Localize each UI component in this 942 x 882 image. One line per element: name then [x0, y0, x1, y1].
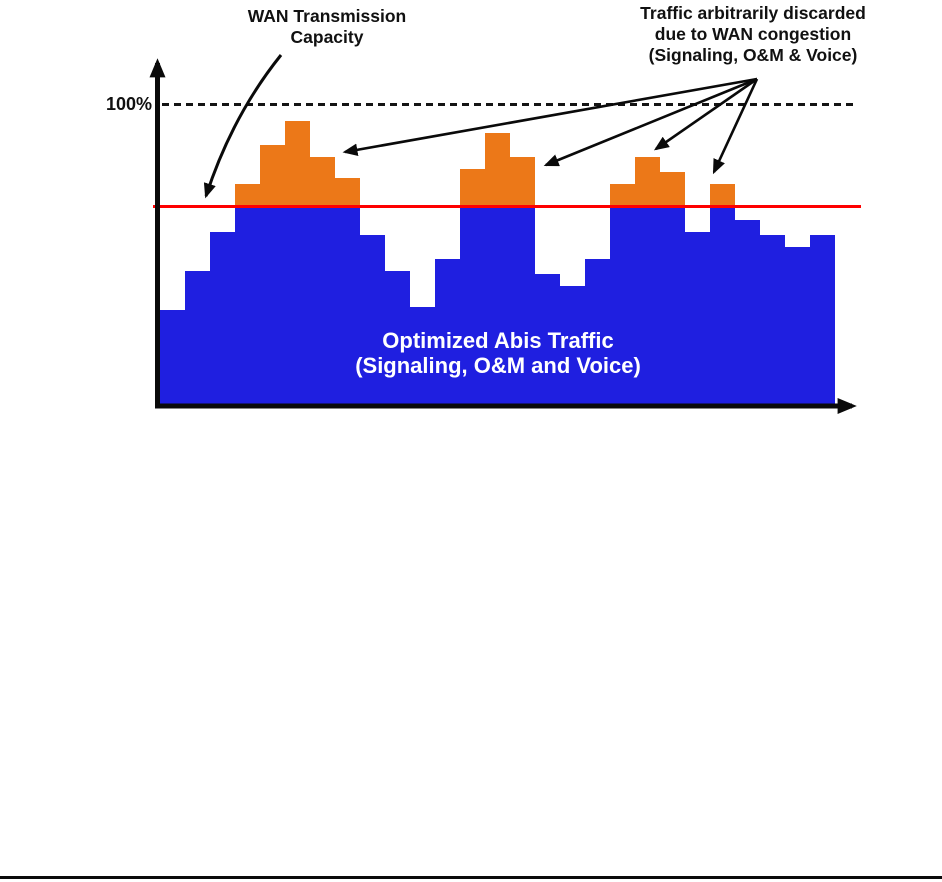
traffic-bar — [810, 106, 835, 406]
abis-traffic-segment — [685, 232, 710, 406]
discarded-traffic-segment — [235, 184, 260, 208]
discarded-traffic-callout-line2: due to WAN congestion — [654, 24, 852, 44]
y-axis-100-percent-tick: 100% — [105, 94, 152, 114]
abis-traffic-segment — [260, 208, 285, 406]
discarded-traffic-segment — [335, 178, 360, 208]
traffic-bar — [160, 106, 185, 406]
discarded-traffic-segment — [510, 157, 535, 208]
abis-traffic-area-label-line1: Optimized Abis Traffic — [382, 328, 614, 353]
abis-traffic-segment — [185, 271, 210, 406]
wan-capacity-callout — [222, 6, 432, 48]
discarded-traffic-callout — [606, 3, 900, 66]
traffic-bar — [185, 106, 210, 406]
discarded-traffic-segment — [485, 133, 510, 208]
discarded-traffic-segment — [260, 145, 285, 208]
traffic-bar — [735, 106, 760, 406]
discarded-traffic-segment — [660, 172, 685, 208]
abis-traffic-segment — [810, 235, 835, 406]
page-bottom-rule — [0, 876, 942, 879]
traffic-bar — [760, 106, 785, 406]
traffic-bar — [210, 106, 235, 406]
traffic-bar — [710, 106, 735, 406]
traffic-bar — [260, 106, 285, 406]
abis-traffic-area-label — [303, 329, 693, 378]
abis-traffic-segment — [760, 235, 785, 406]
abis-traffic-segment — [235, 208, 260, 406]
abis-traffic-segment — [360, 235, 385, 406]
abis-traffic-segment — [710, 208, 735, 406]
abis-traffic-segment — [735, 220, 760, 406]
discarded-traffic-callout-line3: (Signaling, O&M & Voice) — [648, 45, 858, 65]
discarded-traffic-segment — [310, 157, 335, 208]
abis-traffic-segment — [785, 247, 810, 406]
wan-capacity-callout-line1: WAN Transmission — [247, 6, 407, 26]
discarded-traffic-segment — [710, 184, 735, 208]
wan-capacity-callout-line2: Capacity — [290, 27, 364, 47]
discarded-traffic-segment — [285, 121, 310, 208]
discarded-traffic-segment — [635, 157, 660, 208]
traffic-bar — [235, 106, 260, 406]
discarded-traffic-segment — [460, 169, 485, 208]
abis-traffic-area-label-line2: (Signaling, O&M and Voice) — [355, 352, 641, 378]
traffic-bar — [785, 106, 810, 406]
abis-traffic-segment — [210, 232, 235, 406]
discarded-traffic-callout-line1: Traffic arbitrarily discarded — [640, 3, 866, 23]
discarded-traffic-segment — [610, 184, 635, 208]
abis-traffic-segment — [160, 310, 185, 406]
